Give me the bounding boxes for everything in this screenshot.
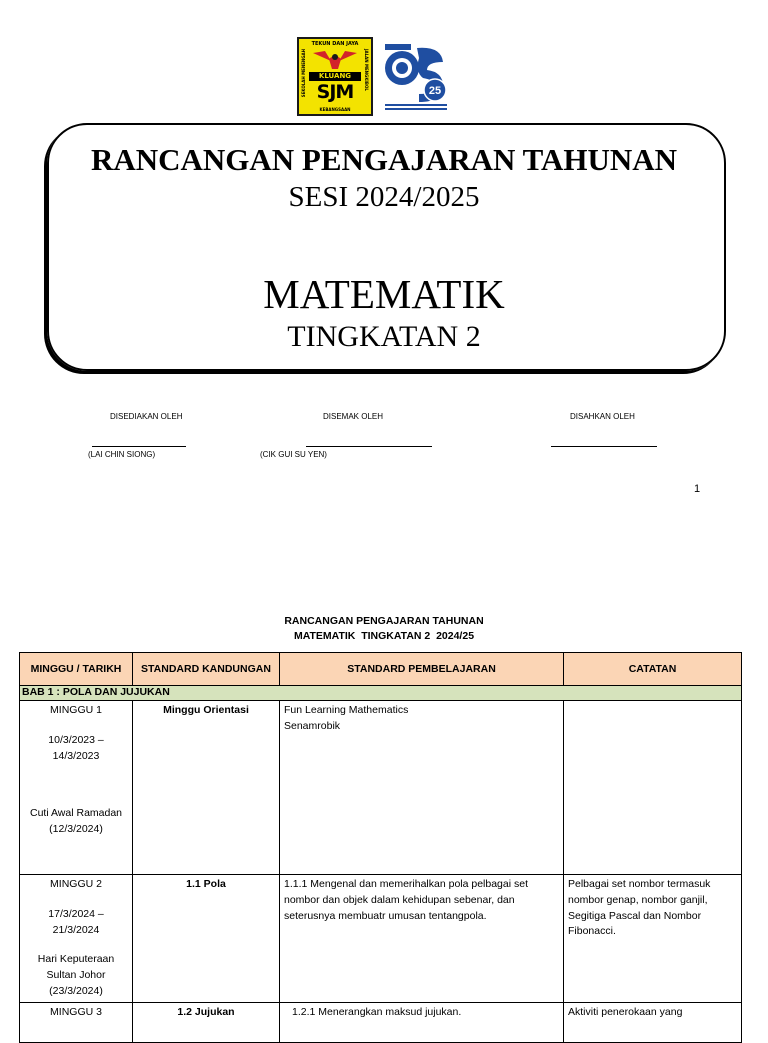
content-standard-cell: 1.2 Jujukan xyxy=(133,1002,280,1042)
approved-by-label: DISAHKAN OLEH xyxy=(570,412,635,421)
week-label: MINGGU 1 xyxy=(50,704,102,716)
chapter-title: BAB 1 : POLA DAN JUJUKAN xyxy=(20,686,742,701)
prepared-signature-line xyxy=(92,446,186,447)
learning-standard-cell xyxy=(280,701,564,875)
lesson-plan-table xyxy=(19,652,742,1043)
week-event: Cuti Awal Ramadan (12/3/2024) xyxy=(29,807,123,835)
prepared-by-label: DISEDIAKAN OLEH xyxy=(110,412,183,421)
learning-standard-cell: 1.1.1 Mengenal dan memerihalkan pola pelbagai set nombor dan objek dalam kehidupan sebenar, dan seterusnya membuatr umusan tentangpola. xyxy=(280,875,564,1003)
header-learning-standard: STANDARD PEMBELAJARAN xyxy=(280,653,564,686)
school-logo-band: KLUANG xyxy=(309,72,361,81)
content-standard-cell: Minggu Orientasi xyxy=(133,701,280,875)
notes-cell: Pelbagai set nombor termasuk nombor genap, nombor ganjil, Segitiga Pascal dan Nombor Fibonacci. xyxy=(564,875,742,1003)
approved-signature-line xyxy=(551,446,657,447)
week-cell xyxy=(20,701,133,875)
anniversary-number: 25 xyxy=(428,85,442,97)
notes-cell: Aktiviti penerokaan yang xyxy=(564,1002,742,1042)
reviewed-by-label: DISEMAK OLEH xyxy=(323,412,384,421)
plan-title: RANCANGAN PENGAJARAN TAHUNAN xyxy=(284,615,484,627)
cover-form: TINGKATAN 2 xyxy=(287,320,481,353)
cover-title: RANCANGAN PENGAJARAN TAHUNAN xyxy=(90,142,678,177)
reviewed-signature-line xyxy=(306,446,432,447)
header-notes: CATATAN xyxy=(564,653,742,686)
header-week: MINGGU / TARIKH xyxy=(20,653,133,686)
week-label: MINGGU 2 xyxy=(50,878,102,890)
cover-subject: MATEMATIK xyxy=(263,271,505,317)
chapter-row xyxy=(20,686,742,701)
prepared-by-name: (LAI CHIN SIONG) xyxy=(88,450,156,459)
school-logo xyxy=(297,37,373,116)
week-cell xyxy=(20,875,133,1003)
page-number: 1 xyxy=(694,483,701,495)
learning-item: Fun Learning Mathematics xyxy=(284,704,409,716)
school-logo-initials: SJM xyxy=(316,81,354,103)
plan-subtitle: MATEMATIK TINGKATAN 2 2024/25 xyxy=(293,630,475,642)
school-logo-bottom-text: KEBANGSAAN xyxy=(319,107,351,112)
learning-item: Senamrobik xyxy=(284,719,341,732)
school-logo-left-text: SEKOLAH MENENGAH xyxy=(301,49,306,98)
anniversary-logo-icon xyxy=(383,40,449,114)
cover-session: SESI 2024/2025 xyxy=(288,181,480,213)
bird-emblem-icon xyxy=(311,49,359,71)
week-dates: 10/3/2023 – 14/3/2023 xyxy=(48,733,104,762)
learning-standard-cell: 1.2.1 Menerangkan maksud jujukan. xyxy=(280,1002,564,1042)
notes-cell xyxy=(564,701,742,875)
week-cell: MINGGU 3 xyxy=(20,1002,133,1042)
content-standard-cell: 1.1 Pola xyxy=(133,875,280,1003)
header-content-standard: STANDARD KANDUNGAN xyxy=(133,653,280,686)
table-row xyxy=(20,701,742,875)
table-row xyxy=(20,1002,742,1042)
week-dates: 17/3/2024 – 21/3/2024 xyxy=(48,907,104,936)
school-logo-right-text: JALAN MENGKIBOL xyxy=(364,49,369,91)
week-event: Hari Keputeraan Sultan Johor (23/3/2024) xyxy=(37,953,115,997)
reviewed-by-name: (CIK GUI SU YEN) xyxy=(260,450,327,459)
school-logo-top-text: TEKUN DAN JAYA xyxy=(311,41,359,47)
table-header-row xyxy=(20,653,742,686)
table-row xyxy=(20,875,742,1003)
